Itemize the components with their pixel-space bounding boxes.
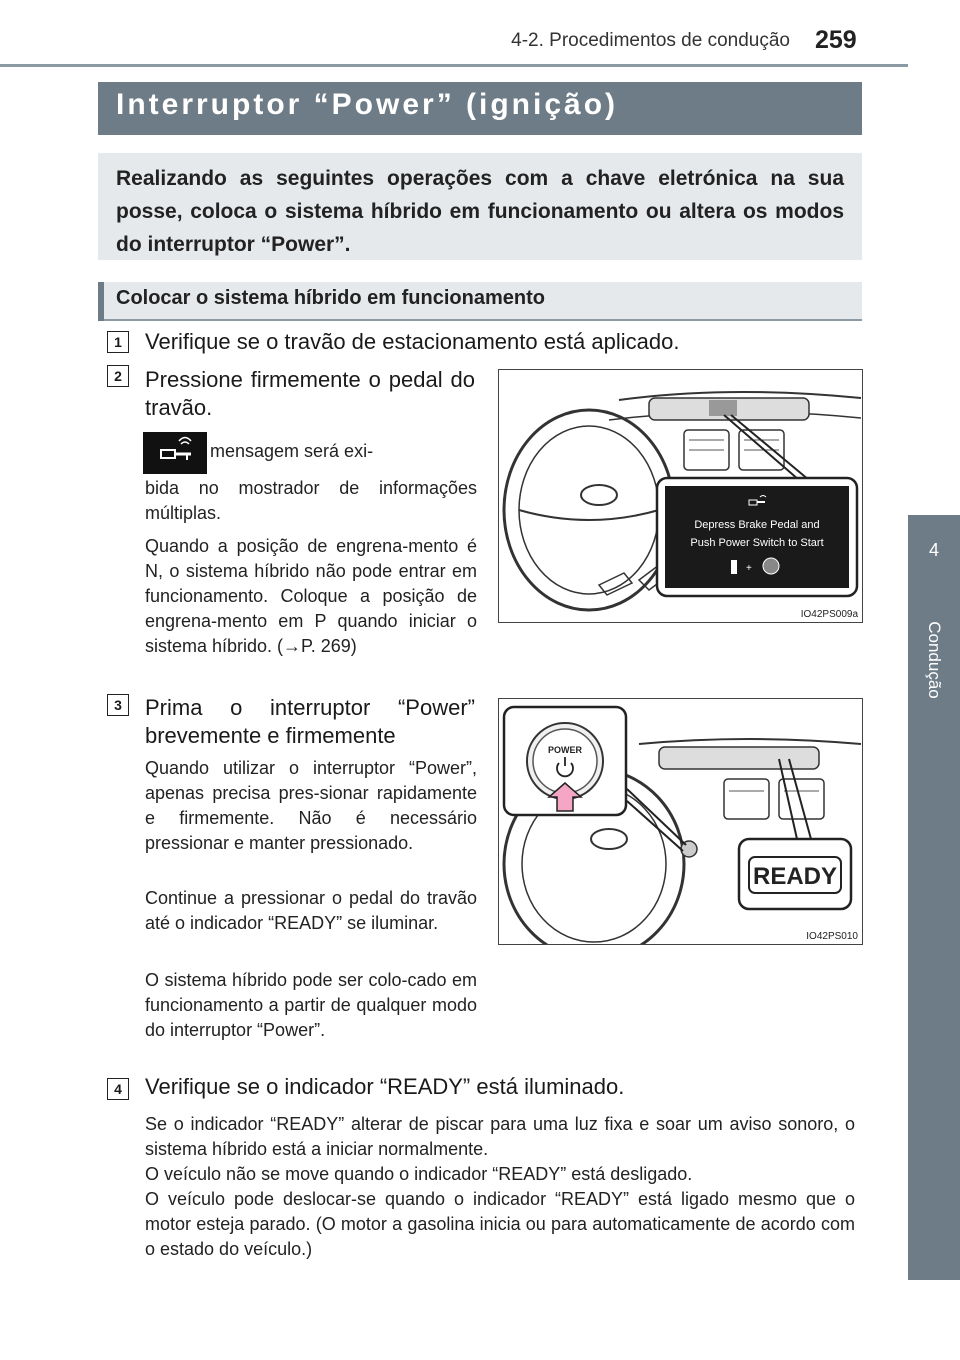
step-number-1: 1 bbox=[107, 331, 129, 353]
step-3-note-1: Quando utilizar o interruptor “Power”, apenas precisa pres-sionar rapidamente e firmemente. Não é necessário pressionar e manter pressionado. bbox=[145, 758, 477, 853]
figure-1-id: IO42PS009a bbox=[800, 609, 858, 620]
step-4-note-2: O veículo não se move quando o indicador “READY” está desligado. bbox=[145, 1164, 693, 1184]
key-wireless-icon bbox=[143, 432, 207, 474]
figure-2-drawing bbox=[499, 699, 862, 944]
figure-2-id: IO42PS010 bbox=[806, 931, 858, 942]
ready-indicator: READY bbox=[752, 863, 838, 890]
display-power-icon bbox=[763, 558, 779, 574]
step-3-text: Prima o interruptor “Power” brevemente e firmemente bbox=[145, 695, 475, 748]
step-4-note-3: O veículo pode deslocar-se quando o indicador “READY” está ligado mesmo que o motor esteja parado. (O motor a gasolina inicia ou para automaticamente de acordo com o estado do veículo.) bbox=[145, 1189, 855, 1259]
figure-1-display-line-1: Depress Brake Pedal and bbox=[694, 519, 820, 531]
step-4-text: Verifique se o indicador “READY” está iluminado. bbox=[145, 1074, 625, 1099]
figure-power-switch bbox=[498, 698, 863, 945]
page-title: Interruptor “Power” (ignição) bbox=[116, 88, 619, 121]
chapter-label-text: Condução bbox=[925, 621, 944, 699]
page-number: 259 bbox=[815, 26, 857, 54]
figure-brake-message bbox=[498, 369, 863, 623]
step-number-2: 2 bbox=[107, 365, 129, 387]
step-2-note-1-tail: mensagem será exi- bbox=[210, 441, 374, 461]
step-number-3: 3 bbox=[107, 694, 129, 716]
step-2-note-1-rest: bida no mostrador de informações múltiplas. bbox=[145, 478, 477, 523]
subsection-accent bbox=[98, 282, 104, 321]
figure-1-display-line-2: Push Power Switch to Start bbox=[690, 537, 824, 549]
chapter-label bbox=[908, 600, 960, 720]
figure-1-plus: + bbox=[746, 563, 752, 574]
step-3-note-3: O sistema híbrido pode ser colo-cado em funcionamento a partir de qualquer modo do interruptor “Power”. bbox=[145, 970, 477, 1040]
step-3-note-2: Continue a pressionar o pedal do travão até o indicador “READY” se iluminar. bbox=[145, 888, 477, 933]
subsection-title: Colocar o sistema híbrido em funcionamento bbox=[116, 287, 545, 309]
step-2-note-2: Quando a posição de engrena-mento é N, o sistema híbrido não pode entrar em funcionamento. Coloque a posição de engrena-mento em P quando iniciar o sistema híbrido. (→P. 269) bbox=[145, 536, 477, 656]
step-4-note-1: Se o indicador “READY” alterar de piscar para uma luz fixa e soar um aviso sonoro, o sistema híbrido está a iniciar normalmente. bbox=[145, 1114, 855, 1159]
figure-1-drawing bbox=[499, 370, 862, 622]
intro-text: Realizando as seguintes operações com a chave eletrónica na sua posse, coloca o sistema híbrido em funcionamento ou altera os modos do interruptor “Power”. bbox=[116, 167, 844, 256]
chapter-number: 4 bbox=[928, 540, 939, 560]
step-number-4: 4 bbox=[107, 1078, 129, 1100]
power-button-label: POWER bbox=[547, 745, 583, 755]
header-rule bbox=[0, 64, 908, 67]
step-2-text: Pressione firmemente o pedal do travão. bbox=[145, 367, 475, 420]
step-1-text: Verifique se o travão de estacionamento está aplicado. bbox=[145, 329, 680, 354]
header-section: 4-2. Procedimentos de condução bbox=[511, 30, 790, 51]
display-pedal-icon bbox=[731, 560, 737, 574]
